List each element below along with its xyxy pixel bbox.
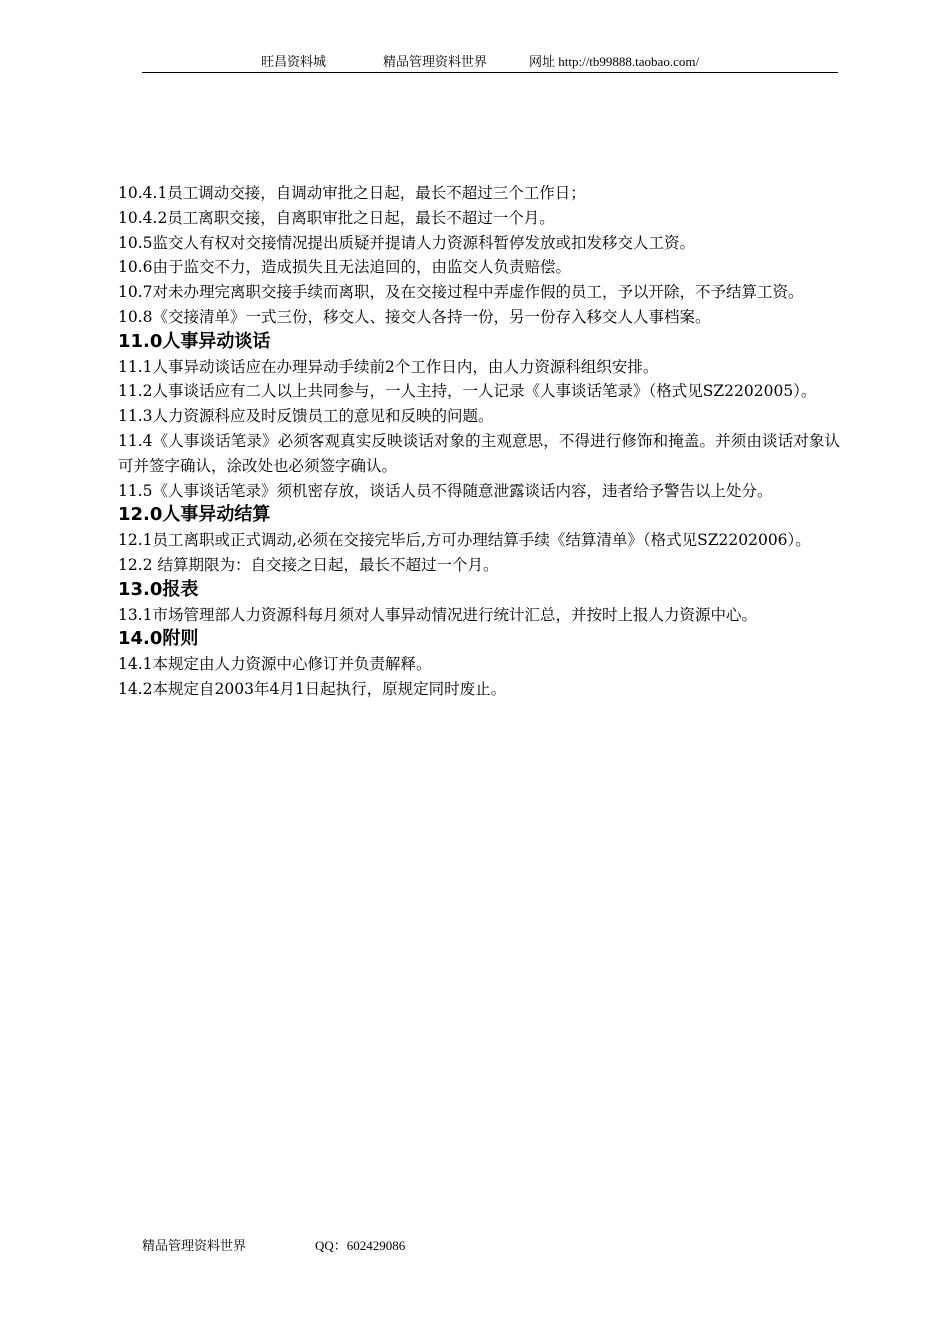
paragraph-12-1: 12.1员工离职或正式调动,必须在交接完毕后,方可办理结算手续《结算清单》（格式见SZ2202006）。 <box>118 531 811 550</box>
footer-qq: QQ：602429086 <box>315 1238 406 1253</box>
section-heading-13: 13.0报表 <box>118 578 199 600</box>
paragraph-12-2: 12.2 结算期限为：自交接之日起，最长不超过一个月。 <box>118 555 499 574</box>
paragraph-10-8: 10.8《交接清单》一式三份，移交人、接交人各持一份，另一份存入移交人人事档案。 <box>118 307 711 326</box>
section-heading-14: 14.0附则 <box>118 628 199 650</box>
page-footer <box>142 1236 542 1256</box>
paragraph-11-4: 11.4《人事谈话笔录》必须客观真实反映谈话对象的主观意思，不得进行修饰和掩盖。并须由谈话对象认可并签字确认，涂改处也必须签字确认。 <box>118 431 840 475</box>
paragraph-10-6: 10.6由于监交不力，造成损失且无法追回的，由监交人负责赔偿。 <box>118 258 572 277</box>
paragraph-10-4-2: 10.4.2员工离职交接，自离职审批之日起，最长不超过一个月。 <box>118 208 555 227</box>
paragraph-10-7: 10.7对未办理完离职交接手续而离职，及在交接过程中弄虚作假的员工，予以开除，不予结算工资。 <box>118 283 804 302</box>
paragraph-14-2: 14.2本规定自2003年4月1日起执行，原规定同时废止。 <box>118 679 507 698</box>
paragraph-10-5: 10.5监交人有权对交接情况提出质疑并提请人力资源科暂停发放或扣发移交人工资。 <box>118 233 696 252</box>
paragraph-10-4-1: 10.4.1员工调动交接，自调动审批之日起，最长不超过三个工作日； <box>118 184 586 202</box>
header-site-name: 旺昌资料城 <box>261 54 327 69</box>
header-tagline: 精品管理资料世界 <box>383 54 488 69</box>
paragraph-11-5: 11.5《人事谈话笔录》须机密存放，谈话人员不得随意泄露谈话内容，违者给予警告以上处分。 <box>118 481 773 500</box>
footer-tagline: 精品管理资料世界 <box>142 1238 247 1253</box>
paragraph-11-3: 11.3人力资源科应及时反馈员工的意见和反映的问题。 <box>118 407 494 426</box>
header-url: 网址 http://tb99888.taobao.com/ <box>529 54 700 69</box>
paragraph-14-1: 14.1本规定由人力资源中心修订并负责解释。 <box>118 655 432 674</box>
paragraph-13-1: 13.1市场管理部人力资源科每月须对人事异动情况进行统计汇总，并按时上报人力资源中心。 <box>118 605 758 624</box>
section-heading-12: 12.0人事异动结算 <box>118 504 271 526</box>
page-header <box>142 52 838 73</box>
section-heading-11: 11.0人事异动谈话 <box>118 330 271 352</box>
paragraph-11-2: 11.2人事谈话应有二人以上共同参与，一人主持，一人记录《人事谈话笔录》（格式见SZ2202005）。 <box>118 382 817 401</box>
paragraph-11-1: 11.1人事异动谈话应在办理异动手续前2个工作日内，由人力资源科组织安排。 <box>118 357 659 376</box>
document-body <box>118 181 840 702</box>
